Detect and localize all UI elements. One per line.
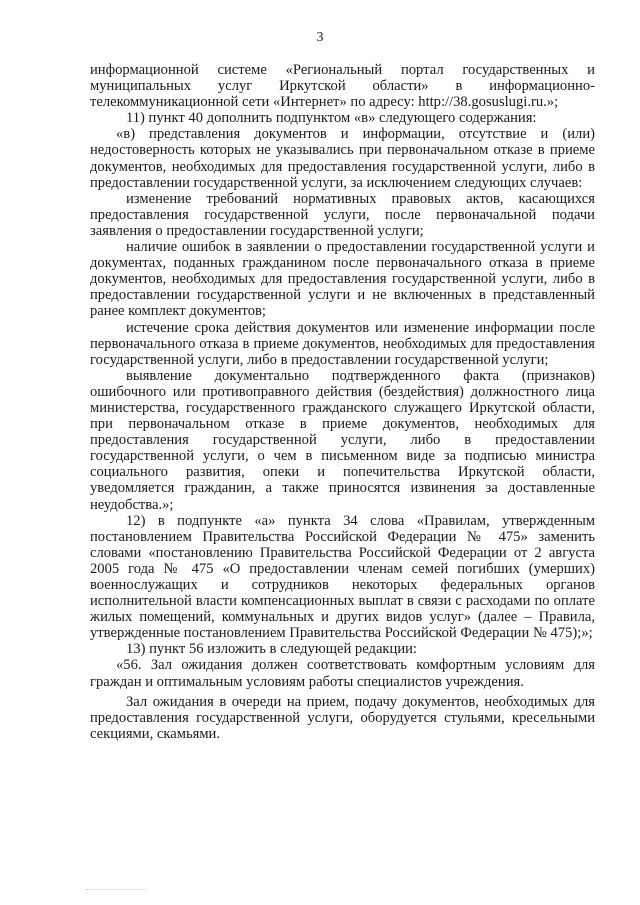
paragraph-portal-continuation: информационной системе «Региональный портал государственных и муниципальных услуг Иркутской области» в информационно-телекоммуникационной сети «Интернет» по адресу: http://38.gosuslugi.ru.»; xyxy=(90,62,595,111)
paragraph-item-13: 13) пункт 56 изложить в следующей редакции: xyxy=(126,641,417,658)
paragraph-case-application-errors: наличие ошибок в заявлении о предоставлении государственной услуги и документах, поданных гражданином после первоначального отказа в приеме документов, необходимых для предоставления государственной услуги, либо в предоставлении государственной услуги и не включенных в представленный ранее комплект документов; xyxy=(90,239,595,320)
paragraph-point-56: «56. Зал ожидания должен соответствовать комфортным условиям для граждан и оптимальным условиям работы специалистов учреждения. xyxy=(90,657,595,690)
page-number: 3 xyxy=(316,30,324,45)
paragraph-case-official-error: выявление документально подтвержденного факта (признаков) ошибочного или противоправного действия (бездействия) должностного лица министерства, государственного гражданского служащего Иркутской области, при первоначальном отказе в приеме документов, необходимых для предоставления государственной услуги, либо в предоставлении государственной услуги, о чем в письменном виде за подписью министра социального развития, опеки и попечительства Иркутской области, уведомляется гражданин, а также приносятся извинения за доставленные неудобства.»; xyxy=(90,367,595,513)
paragraph-item-11: 11) пункт 40 дополнить подпунктом «в» следующего содержания: xyxy=(126,110,537,127)
paragraph-subpoint-v: «в) представления документов и информации, отсутствие и (или) недостоверность которых не указывались при первоначальном отказе в приеме документов, необходимых для предоставления государственной услуги, либо в предоставлении государственной услуги, за исключением следующих случаев: xyxy=(90,126,595,191)
scan-artifact xyxy=(86,889,146,891)
paragraph-waiting-room: Зал ожидания в очереди на прием, подачу документов, необходимых для предоставления государственной услуги, оборудуется стульями, кресельными секциями, скамьями. xyxy=(90,693,595,742)
document-body xyxy=(90,62,595,742)
paragraph-item-12: 12) в подпункте «а» пункта 34 слова «Правилам, утвержденным постановлением Правительства Российской Федерации № 475» заменить словами «постановлению Правительства Российской Федерации от 2 августа 2005 года № 475 «О предоставлении членам семей погибших (умерших) военнослужащих и сотрудников некоторых федеральных органов исполнительной власти компенсационных выплат в связи с расходами по оплате жилых помещений, коммунальных и других видов услуг» (далее – Правила, утвержденные постановлением Правительства Российской Федерации № 475);»; xyxy=(90,512,595,642)
paragraph-case-document-expiry: истечение срока действия документов или изменение информации после первоначального отказа в приеме документов, необходимых для предоставления государственной услуги, либо в предоставлении государственной услуги; xyxy=(90,319,595,368)
paragraph-case-regulation-change: изменение требований нормативных правовых актов, касающихся предоставления государственной услуги, после первоначальной подачи заявления о предоставлении государственной услуги; xyxy=(90,190,595,239)
